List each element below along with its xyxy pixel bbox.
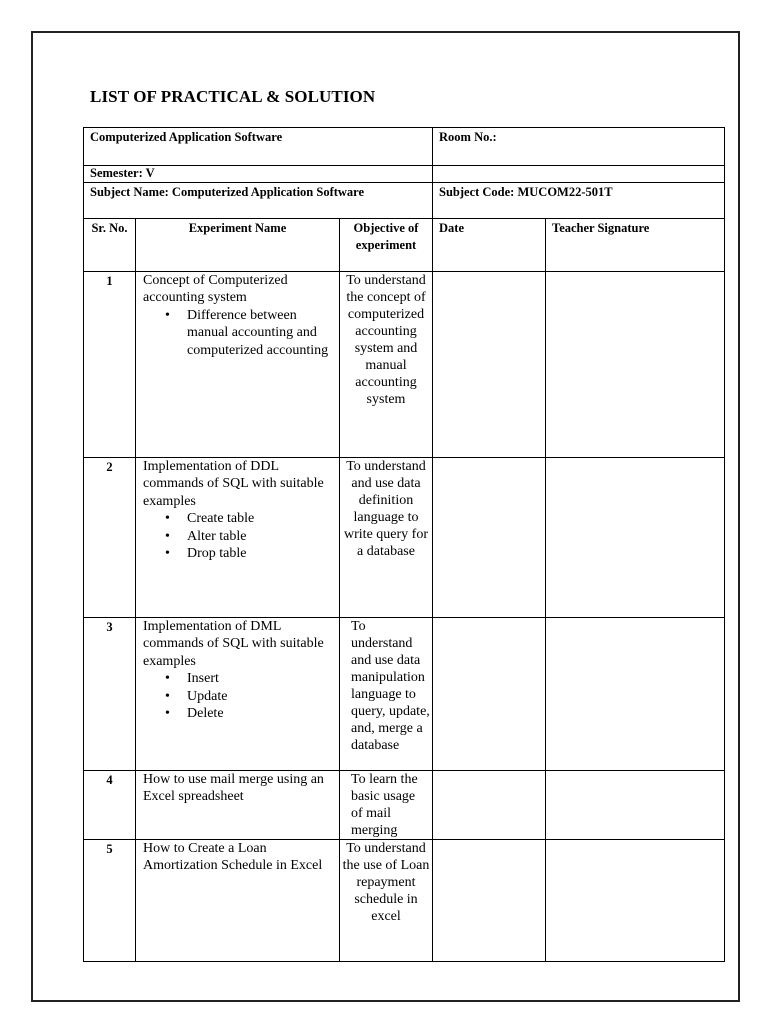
objective: To learn the basic usage of mail merging: [340, 771, 433, 840]
practical-list-table: [83, 127, 725, 962]
room-number: Room No.:: [433, 128, 725, 166]
table-row: [84, 272, 725, 458]
experiment-cell: [136, 840, 340, 962]
signature-cell: [546, 840, 725, 962]
table-row: [84, 840, 725, 962]
col-header-experiment: Experiment Name: [136, 219, 340, 272]
semester-row: [84, 166, 725, 183]
sr-number: 5: [84, 840, 136, 962]
sr-number: 1: [84, 272, 136, 458]
semester: Semester: V: [84, 166, 433, 183]
date-cell: [433, 771, 546, 840]
sr-number: 2: [84, 458, 136, 618]
subject-code: Subject Code: MUCOM22-501T: [433, 183, 725, 219]
experiment-bullets: [143, 670, 335, 722]
date-cell: [433, 272, 546, 458]
experiment-name: Concept of Computerized accounting system: [143, 273, 288, 306]
table-row: [84, 618, 725, 771]
col-header-signature: Teacher Signature: [546, 219, 725, 272]
sr-number: 3: [84, 618, 136, 771]
experiment-name: Implementation of DDL commands of SQL with suitable examples: [143, 459, 324, 509]
date-cell: [433, 618, 546, 771]
objective: To understand the use of Loan repayment schedule in excel: [340, 840, 433, 962]
column-header-row: [84, 219, 725, 272]
signature-cell: [546, 618, 725, 771]
list-item: • Insert: [187, 670, 335, 687]
sr-number: 4: [84, 771, 136, 840]
experiment-bullets: [143, 307, 335, 359]
col-header-sr: Sr. No.: [84, 219, 136, 272]
semester-blank-cell: [433, 166, 725, 183]
objective: To understand the concept of computerized accounting system and manual accounting system: [340, 272, 433, 458]
date-cell: [433, 458, 546, 618]
signature-cell: [546, 272, 725, 458]
table-row: [84, 771, 725, 840]
document-title: LIST OF PRACTICAL & SOLUTION: [90, 87, 376, 106]
table-row: [84, 458, 725, 618]
subject-name: Subject Name: Computerized Application Software: [84, 183, 433, 219]
list-item: • Drop table: [187, 545, 335, 562]
course-name: Computerized Application Software: [84, 128, 433, 166]
col-header-objective: Objective of experiment: [340, 219, 433, 272]
experiment-cell: [136, 458, 340, 618]
course-row: [84, 128, 725, 166]
experiment-cell: [136, 272, 340, 458]
experiment-cell: [136, 771, 340, 840]
subject-row: [84, 183, 725, 219]
experiment-name: How to Create a Loan Amortization Schedule in Excel: [143, 841, 323, 874]
list-item: • Alter table: [187, 528, 335, 545]
list-item: • Create table: [187, 510, 335, 527]
signature-cell: [546, 458, 725, 618]
experiment-cell: [136, 618, 340, 771]
list-item: • Difference between manual accounting and computerized accounting: [187, 307, 335, 359]
col-header-date: Date: [433, 219, 546, 272]
list-item: • Delete: [187, 705, 335, 722]
experiment-name: Implementation of DML commands of SQL with suitable examples: [143, 619, 324, 669]
signature-cell: [546, 771, 725, 840]
list-item: • Update: [187, 688, 335, 705]
experiment-bullets: [143, 510, 335, 562]
date-cell: [433, 840, 546, 962]
objective: To understand and use data definition language to write query for a database: [340, 458, 433, 618]
experiment-name: How to use mail merge using an Excel spreadsheet: [143, 772, 324, 805]
objective: To understand and use data manipulation language to query, update, and, merge a database: [340, 618, 433, 771]
